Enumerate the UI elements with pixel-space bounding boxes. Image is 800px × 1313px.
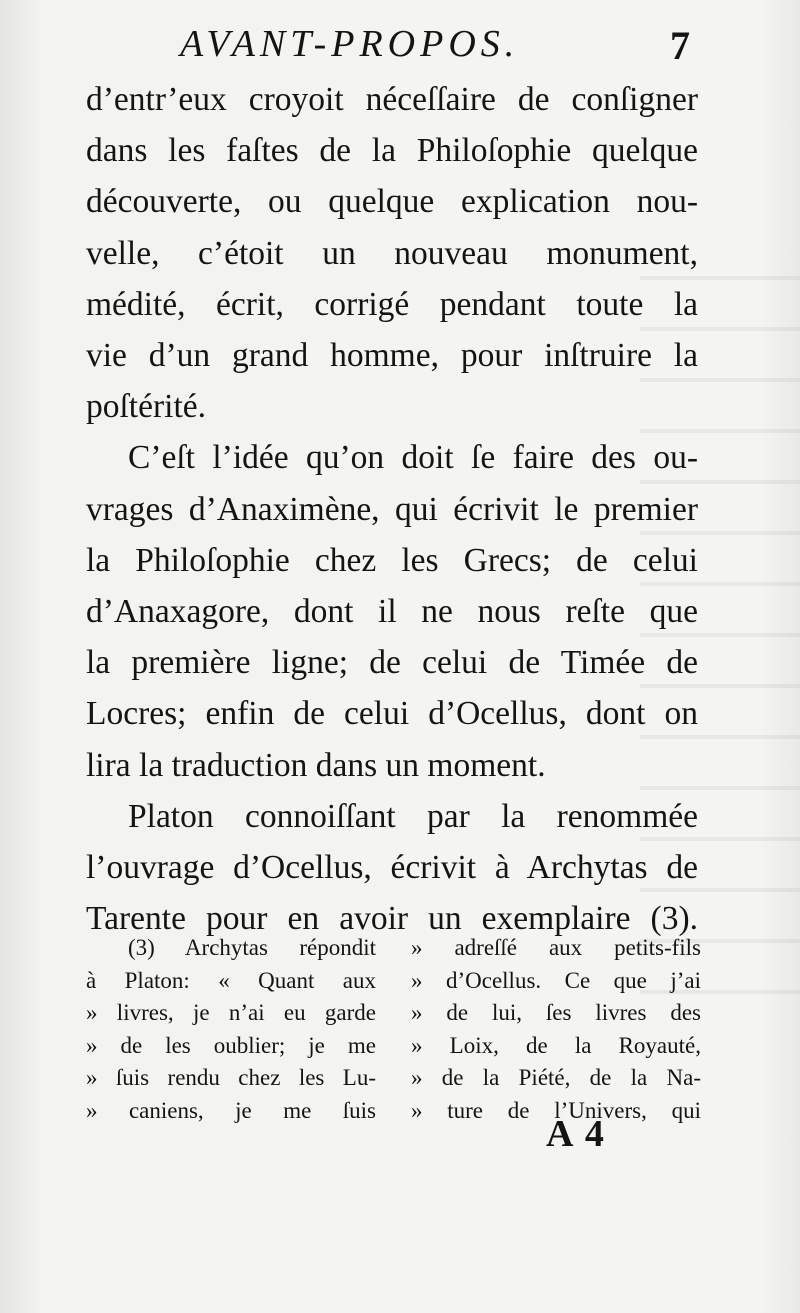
page-number: 7 (670, 23, 690, 68)
footnote-line: » Loix, de la Royauté, (411, 1032, 701, 1058)
footnote-line: » d’Ocellus. Ce que j’ai (411, 967, 701, 993)
text-line: lira la traduction dans un moment. (86, 746, 546, 784)
footnote-line: à Platon: « Quant aux (86, 967, 376, 993)
footnote-line: » adreſſé aux petits-fils (411, 935, 701, 960)
footnote-line: » ſuis rendu chez les Lu- (86, 1065, 376, 1090)
paragraph-2 (86, 432, 698, 790)
text-line: Platon connoiſſant par la renommée (128, 797, 698, 835)
text-line: d’entr’eux croyoit néceſſaire de conſigner (86, 81, 698, 118)
footnote-line: » caniens, je me ſuis (86, 1097, 376, 1123)
signature-mark: A 4 (546, 1113, 606, 1155)
text-line: dans les faſtes de la Philoſophie quelque (86, 132, 698, 170)
text-line: la Philoſophie chez les Grecs; de celui (86, 541, 698, 579)
text-line: l’ouvrage d’Ocellus, écrivit à Archytas de (86, 849, 698, 887)
running-title: AVANT-PROPOS. (180, 23, 520, 65)
footnote-right-column (411, 932, 701, 1127)
text-line: vie d’un grand homme, pour inſtruire la (86, 337, 698, 375)
footnote-line: » livres, je n’ai eu garde (86, 1000, 376, 1025)
text-line: C’eſt l’idée qu’on doit ſe faire des ou- (128, 439, 698, 477)
text-line: découverte, ou quelque explication nou- (86, 183, 698, 221)
footnote (86, 932, 701, 1123)
text-line: Tarente pour en avoir un exemplaire (3). (86, 900, 698, 938)
text-line: poſtérité. (86, 388, 206, 426)
footnote-line: » de lui, ſes livres des (411, 1000, 701, 1025)
text-line: vrages d’Anaximène, qui écrivit le premier (86, 490, 698, 528)
text-line: velle, c’étoit un nouveau monument, (86, 234, 698, 272)
footnote-line: » ture de l’Univers, qui (411, 1097, 701, 1123)
text-line: médité, écrit, corrigé pendant toute la (86, 285, 698, 323)
footnote-left-column (86, 932, 376, 1127)
text-line: d’Anaxagore, dont il ne nous reſte que (86, 593, 698, 631)
text-line: Locres; enfin de celui d’Ocellus, dont on (86, 695, 698, 733)
footnote-line: » de la Piété, de la Na- (411, 1065, 701, 1090)
paragraph-3 (86, 791, 698, 945)
paragraph-1 (86, 74, 698, 432)
page-header (180, 22, 690, 72)
main-text (86, 74, 698, 944)
footnote-line: (3) Archytas répondit (128, 935, 376, 960)
text-line: la première ligne; de celui de Timée de (86, 644, 698, 682)
footnote-line: » de les oublier; je me (86, 1032, 376, 1058)
